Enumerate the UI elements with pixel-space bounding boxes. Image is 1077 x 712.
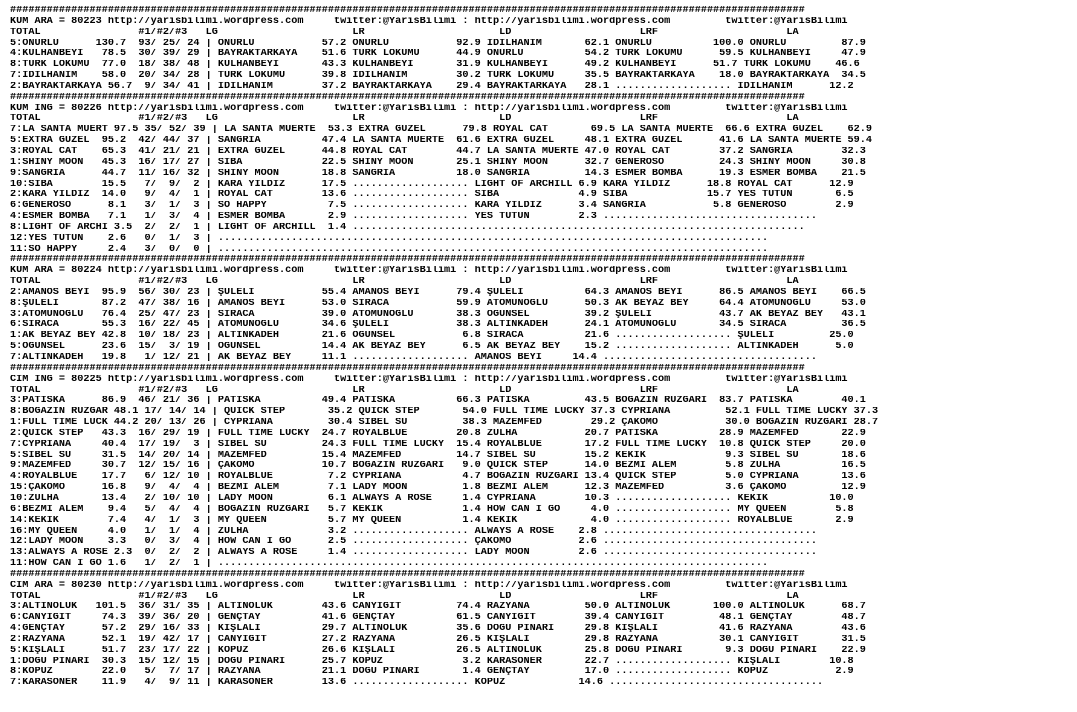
- horse-row: 10:ZÜLHA 13.4 2/ 10/ 10 | LADY MOON 6.1 ALWAYS A ROSE 1.4 CYPRIANA 10.3 ................... KEKİK 10.0: [10, 493, 854, 504]
- horse-row: 8:BOĞAZIN RÜZGAR 48.1 17/ 14/ 14 | QUICK STEP 35.2 QUICK STEP 54.0 FULL TIME LUCKY 37.3 CYPRIANA 52.1 FULL TIME LUCKY 37.3: [10, 407, 879, 418]
- horse-row: 2:QUICK STEP 43.3 16/ 29/ 19 | FULL TIME LUCKY 24.7 ROYALBLUE 20.8 ZÜLHA 20.7 PATİSKA 28.9 MAZEMFED 22.9: [10, 428, 866, 439]
- horse-row: 9:MAZEMFED 30.7 12/ 15/ 16 | ÇAKOMO 10.7 BOĞAZIN RÜZGARI 9.0 QUICK STEP 14.0 BEZMİ ALEM 5.8 ZÜLHA 16.5: [10, 461, 866, 472]
- horse-row: 3:ATOMUNOĞLU 76.4 25/ 47/ 23 | SIRACA 39.0 ATOMUNOĞLU 38.3 ÖĞÜNSEL 39.2 ŞULELİ 43.7 AK BEYAZ BEY 43.1: [10, 309, 866, 320]
- horse-row: 3:PATİSKA 86.9 46/ 21/ 36 | PATİSKA 49.4 PATİSKA 66.3 PATİSKA 43.5 BOĞAZIN RÜZGARI 83.7 PATİSKA 40.1: [10, 396, 866, 407]
- horse-row: 7:ALTINKADEH 19.8 1/ 12/ 21 | AK BEYAZ BEY 11.1 ................... AMANOS BEYİ 14.4 ...................................: [10, 353, 817, 363]
- horse-row: 8:ŞULELİ 87.2 47/ 38/ 16 | AMANOS BEYİ 53.0 SIRACA 59.9 ATOMUNOĞLU 50.3 AK BEYAZ BEY 64.4 ATOMUNOĞLU 53.0: [10, 298, 866, 309]
- separator-line: ##################################################################################################################################: [10, 363, 805, 374]
- column-header-line: TOTAL #1/#2/#3 LG LR LD LRF LA: [10, 114, 799, 125]
- separator-line: ##################################################################################################################################: [10, 92, 805, 103]
- race-header-line: CIM ARA = 80230 http://yarisbilimi.wordpress.com twitter:@YarisBilimi : http://yarisbilimi.wordpress.com twitter:@YarisBilimi: [10, 580, 848, 591]
- horse-row: 3:ALTINOLUK 101.5 36/ 31/ 35 | ALTINOLUK 43.6 CANYİĞİT 74.4 RAZYANA 50.0 ALTINOLUK 100.0 ALTINOLUK 68.7: [10, 602, 866, 613]
- horse-row: 15:ÇAKOMO 16.8 9/ 4/ 4 | BEZMİ ALEM 7.1 LADY MOON 1.8 BEZMİ ALEM 12.3 MAZEMFED 3.6 ÇAKOMO 12.9: [10, 483, 866, 494]
- race-header-line: KUM ING = 80226 http://yarisbilimi.wordpress.com twitter:@YarisBilimi : http://yarisbilimi.wordpress.com twitter:@YarisBilimi: [10, 103, 848, 114]
- horse-row: 13:ALWAYS A ROSE 2.3 0/ 2/ 2 | ALWAYS A ROSE 1.4 ................... LADY MOON 2.6 ...................................: [10, 548, 817, 559]
- horse-row: 12:YES TÜTÜN 2.6 0/ 1/ 3 | ..........................................................................................: [10, 233, 769, 244]
- horse-row: 4:GENÇTAY 57.2 29/ 16/ 33 | KIŞLALI 29.7 ALTINOLUK 35.6 DOĞU PINARI 29.8 KIŞLALI 41.6 RAZYANA 43.6: [10, 624, 866, 635]
- horse-row: 5:ÖĞÜNSEL 23.6 15/ 3/ 19 | ÖĞÜNSEL 14.4 AK BEYAZ BEY 6.5 AK BEYAZ BEY 15.2 ................... ALTINKADEH 5.0: [10, 342, 854, 353]
- race-header-line: KUM ARA = 80223 http://yarisbilimi.wordpress.com twitter:@YarisBilimi : http://yarisbilimi.wordpress.com twitter:@YarisBilimi: [10, 16, 848, 27]
- horse-row: 11:HOW CAN I GO 1.6 1/ 2/ 1 | ..........................................................................................: [10, 559, 769, 570]
- horse-row: 4:ROYALBLUE 17.7 6/ 12/ 10 | ROYALBLUE 7.2 CYPRIANA 4.7 BOĞAZIN RÜZGARI 13.4 QUICK STEP 5.0 CYPRIANA 13.6: [10, 472, 866, 483]
- horse-row: 1:FULL TIME LUCK 44.2 20/ 13/ 26 | CYPRIANA 30.4 SİBEL SU 38.3 MAZEMFED 29.2 ÇAKOMO 30.0 BOĞAZIN RÜZGARI 28.7: [10, 418, 879, 429]
- horse-row: 2:AMANOS BEYİ 95.9 56/ 30/ 23 | ŞULELİ 55.4 AMANOS BEYİ 79.4 ŞULELİ 64.3 AMANOS BEYİ 86.5 AMANOS BEYİ 66.5: [10, 287, 866, 298]
- horse-row: 1:AK BEYAZ BEY 42.8 10/ 18/ 23 | ALTINKADEH 21.6 ÖĞÜNSEL 6.8 SIRACA 21.6 ................... ŞULELİ 25.0: [10, 331, 854, 342]
- horse-row: 7:KARASONER 11.9 4/ 9/ 11 | KARASONER 13.6 ................... KOPUZ 14.6 ...................................: [10, 678, 824, 689]
- horse-row: 10:SİBA 15.5 7/ 9/ 2 | KARA YILDIZ 17.5 ................... LIGHT OF ARCHILL 6.9 KARA YILDIZ 18.8 ROYAL CAT 12.9: [10, 179, 854, 190]
- separator-line: ##################################################################################################################################: [10, 569, 805, 580]
- horse-row: 5:EXTRA GÜZEL 95.2 42/ 44/ 37 | SANGRIA 47.4 LA SANTA MUERTE 61.6 EXTRA GÜZEL 48.1 EXTRA GÜZEL 41.6 LA SANTA MUERTE 59.4: [10, 136, 873, 147]
- column-header-line: TOTAL #1/#2/#3 LG LR LD LRF LA: [10, 591, 799, 602]
- horse-row: 5:SİBEL SU 31.5 14/ 20/ 14 | MAZEMFED 15.4 MAZEMFED 14.7 SİBEL SU 15.2 KEKİK 9.3 SİBEL SU 18.6: [10, 450, 866, 461]
- horse-row: 9:SANGRIA 44.7 11/ 16/ 32 | SHINY MOON 18.8 SANGRIA 18.0 SANGRIA 14.3 ESMER BOMBA 19.3 ESMER BOMBA 21.5: [10, 168, 866, 179]
- separator-line: ##################################################################################################################################: [10, 255, 805, 266]
- horse-row: 5:KIŞLALI 51.7 23/ 17/ 22 | KOPUZ 26.6 KIŞLALI 26.5 ALTINOLUK 25.8 DOĞU PINARI 9.3 DOĞU PINARI 22.9: [10, 645, 866, 656]
- horse-row: 3:ROYAL CAT 65.3 41/ 21/ 21 | EXTRA GÜZEL 44.8 ROYAL CAT 44.7 LA SANTA MUERTE 47.0 ROYAL CAT 37.2 SANGRIA 32.3: [10, 146, 866, 157]
- horse-row: 6:CANYİĞİT 74.3 39/ 36/ 20 | GENÇTAY 41.6 GENÇTAY 61.5 CANYİĞİT 39.4 CANYİĞİT 48.1 GENÇTAY 48.7: [10, 613, 866, 624]
- horse-row: 11:SO HAPPY 2.4 3/ 0/ 0 | ..........................................................................................: [10, 244, 769, 255]
- column-header-line: TOTAL #1/#2/#3 LG LR LD LRF LA: [10, 385, 799, 396]
- horse-row: 4:ESMER BOMBA 7.1 1/ 3/ 4 | ESMER BOMBA 2.9 ................... YES TÜTÜN 2.3 ...................................: [10, 212, 817, 223]
- horse-row: 7:CYPRIANA 40.4 17/ 19/ 3 | SİBEL SU 24.3 FULL TIME LUCKY 15.4 ROYALBLUE 17.2 FULL TIME LUCKY 10.8 QUICK STEP 20.0: [10, 439, 866, 450]
- horse-row: 4:KÜLHANBEYİ 78.5 30/ 39/ 29 | BAYRAKTARKAYA 51.6 TÜRK LOKUMU 44.9 ONURLU 54.2 TÜRK LOKUMU 59.5 KÜLHANBEYİ 47.9: [10, 49, 866, 60]
- horse-row: 7:İDİLHANIM 58.0 20/ 34/ 28 | TÜRK LOKUMU 39.8 İDİLHANIM 30.2 TÜRK LOKUMU 35.5 BAYRAKTARKAYA 18.0 BAYRAKTARKAYA 34.5: [10, 71, 866, 82]
- race-header-line: CIM ING = 80225 http://yarisbilimi.wordpress.com twitter:@YarisBilimi : http://yarisbilimi.wordpress.com twitter:@YarisBilimi: [10, 374, 848, 385]
- horse-row: 8:KOPUZ 22.0 5/ 7/ 17 | RAZYANA 21.1 DOĞU PINARI 1.4 GENÇTAY 17.0 ................... KOPUZ 2.9: [10, 667, 854, 678]
- horse-row: 6:SIRACA 55.3 16/ 22/ 45 | ATOMUNOĞLU 34.6 ŞULELİ 38.3 ALTINKADEH 24.1 ATOMUNOĞLU 34.5 SIRACA 36.5: [10, 320, 866, 331]
- horse-row: 8:TÜRK LOKUMU 77.0 18/ 38/ 48 | KÜLHANBEYİ 43.3 KÜLHANBEYİ 31.9 KÜLHANBEYİ 49.2 KÜLHANBEYİ 51.7 TÜRK LOKUMU 46.6: [10, 60, 860, 71]
- horse-row: 7:LA SANTA MUERT 97.5 35/ 52/ 39 | LA SANTA MUERTE 53.3 EXTRA GÜZEL 79.8 ROYAL CAT 69.5 LA SANTA MUERTE 66.6 EXTRA GÜZEL 62.9: [10, 125, 873, 136]
- horse-row: 12:LADY MOON 3.3 0/ 3/ 4 | HOW CAN I GO 2.5 ................... ÇAKOMO 2.6 ...................................: [10, 537, 817, 548]
- horse-row: 14:KEKİK 7.4 4/ 1/ 3 | MY QUEEN 5.7 MY QUEEN 1.4 KEKİK 4.0 ................... ROYALBLUE 2.9: [10, 515, 854, 526]
- horse-row: 5:ONURLU 130.7 93/ 25/ 24 | ONURLU 57.2 ONURLU 92.9 İDİLHANIM 62.1 ONURLU 100.0 ONURLU 87.9: [10, 38, 866, 49]
- horse-row: 1:DOĞU PINARI 30.3 15/ 12/ 15 | DOĞU PINARI 25.7 KOPUZ 3.2 KARASONER 22.7 ................... KIŞLALI 10.8: [10, 656, 854, 667]
- race-header-line: KUM ARA = 80224 http://yarisbilimi.wordpress.com twitter:@YarisBilimi : http://yarisbilimi.wordpress.com twitter:@YarisBilimi: [10, 266, 848, 277]
- column-header-line: TOTAL #1/#2/#3 LG LR LD LRF LA: [10, 277, 799, 288]
- horse-row: 2:BAYRAKTARKAYA 56.7 9/ 34/ 41 | İDİLHANIM 37.2 BAYRAKTARKAYA 29.4 BAYRAKTARKAYA 28.1 ................... İDİLHANIM 12.2: [10, 81, 854, 92]
- horse-row: 16:MY QUEEN 4.0 1/ 1/ 4 | ZÜLHA 3.2 ................... ALWAYS A ROSE 2.8 ...................................: [10, 526, 817, 537]
- horse-row: 2:RAZYANA 52.1 19/ 42/ 17 | CANYİĞİT 27.2 RAZYANA 26.5 KIŞLALI 29.8 RAZYANA 30.1 CANYİĞİT 31.5: [10, 634, 866, 645]
- horse-row: 6:BEZMİ ALEM 9.4 5/ 4/ 4 | BOĞAZIN RÜZGARI 5.7 KEKİK 1.4 HOW CAN I GO 4.0 ................... MY QUEEN 5.8: [10, 504, 854, 515]
- horse-row: 6:GENEROSO 8.1 3/ 1/ 3 | SO HAPPY 7.5 ................... KARA YILDIZ 3.4 SANGRIA 5.8 GENEROSO 2.9: [10, 201, 854, 212]
- horse-row: 1:SHINY MOON 45.3 16/ 17/ 27 | SİBA 22.5 SHINY MOON 25.1 SHINY MOON 32.7 GENEROSO 24.3 SHINY MOON 30.8: [10, 157, 866, 168]
- horse-row: 2:KARA YILDIZ 14.0 9/ 4/ 1 | ROYAL CAT 13.6 ................... SİBA 4.9 SİBA 15.7 YES TÜTÜN 6.5: [10, 190, 854, 201]
- horse-row: 8:LIGHT OF ARCHI 3.5 2/ 2/ 1 | LIGHT OF ARCHILL 1.4 ..........................................................................: [10, 222, 805, 233]
- column-header-line: TOTAL #1/#2/#3 LG LR LD LRF LA: [10, 27, 799, 38]
- separator-line: ##################################################################################################################################: [10, 6, 805, 16]
